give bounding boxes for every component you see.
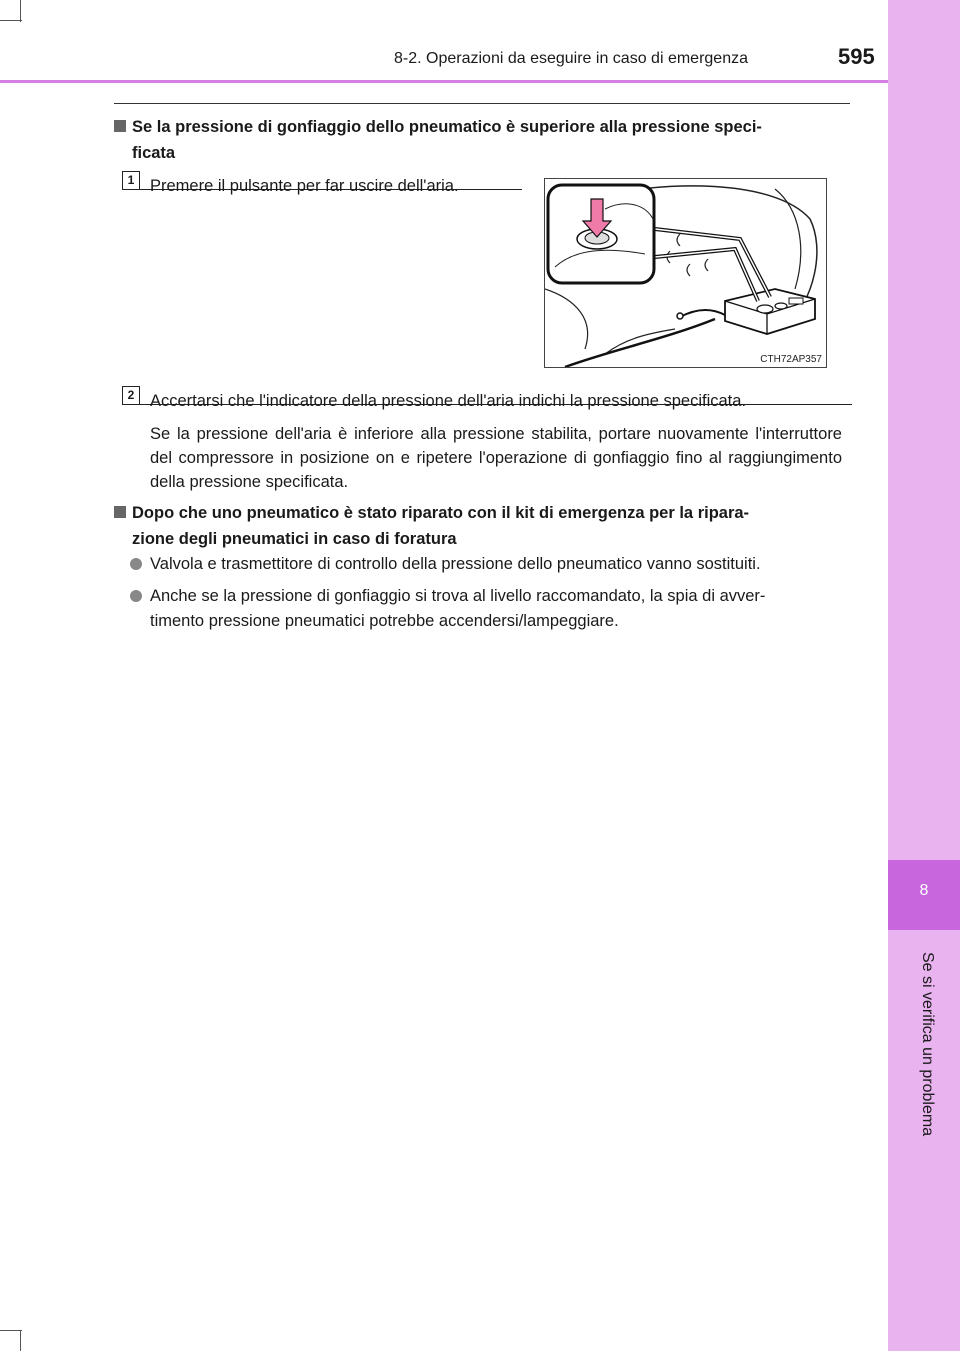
section-title: 8-2. Operazioni da eseguire in caso di emergenza — [394, 50, 748, 67]
bullet-dot-icon — [130, 558, 142, 570]
bullet-line: Anche se la pressione di gonfiaggio si trova al livello raccomandato, la spia di avver- — [150, 587, 766, 605]
square-bullet-icon — [114, 506, 126, 518]
page-number: 595 — [838, 44, 875, 69]
step-number-badge: 1 — [122, 171, 140, 190]
step-number-badge: 2 — [122, 386, 140, 405]
step-text: Accertarsi che l'indicatore della pressione dell'aria indichi la pressione specificata. — [150, 392, 747, 410]
section-heading — [114, 114, 852, 166]
crop-mark — [0, 1330, 22, 1331]
bullet-dot-icon — [130, 590, 142, 602]
compressor-drawing — [545, 179, 826, 367]
step-text: Premere il pulsante per far uscire dell'aria. — [150, 177, 459, 195]
heading-line: ficata — [132, 144, 176, 162]
bullet-text: Valvola e trasmettitore di controllo della pressione dello pneumatico vanno sostituiti. — [150, 555, 761, 573]
list-item — [130, 552, 852, 577]
note-paragraph: Se la pressione dell'aria è inferiore alla pressione stabilita, portare nuovamente l'interruttore del compressore in posizione on e ripetere l'operazione di gonfiaggio fino al raggiungimento della pressione specificata. — [150, 425, 842, 491]
bullet-line: timento pressione pneumatici potrebbe accendersi/lampeggiare. — [150, 612, 619, 630]
square-bullet-icon — [114, 120, 126, 132]
header-divider — [0, 80, 888, 83]
crop-mark — [20, 0, 21, 22]
crop-mark — [0, 20, 22, 21]
section-heading — [114, 500, 852, 552]
heading-line: Se la pressione di gonfiaggio dello pneumatico è superiore alla pressione speci- — [132, 118, 762, 136]
list-item — [130, 584, 852, 634]
chapter-title: Se si verifica un problema — [919, 952, 936, 1137]
content-rule — [114, 103, 850, 104]
chapter-number: 8 — [919, 882, 929, 899]
chapter-sidebar — [888, 0, 960, 1351]
crop-mark — [20, 1330, 21, 1351]
bullet-text — [150, 584, 852, 634]
figure-code: CTH72AP357 — [760, 354, 822, 365]
compressor-illustration — [544, 178, 827, 368]
chapter-tab[interactable] — [888, 860, 960, 930]
heading-line: zione degli pneumatici in caso di foratura — [132, 530, 457, 548]
heading-line: Dopo che uno pneumatico è stato riparato con il kit di emergenza per la ripara- — [132, 504, 750, 522]
